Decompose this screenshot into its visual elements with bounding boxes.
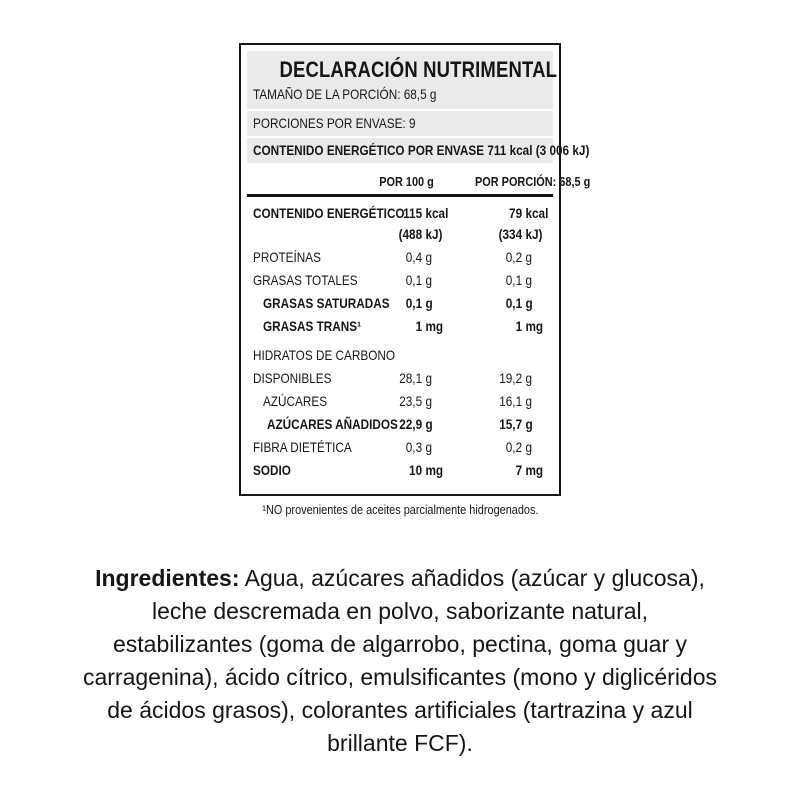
ingredients-line: brillante FCF). bbox=[327, 730, 473, 756]
nutrient-value: 0,1 g bbox=[505, 295, 533, 311]
value-per-portion bbox=[453, 460, 553, 481]
trans-fat-footnote: ¹NO provenientes de aceites parcialmente hidrogenados. bbox=[261, 502, 539, 517]
nutrient-value: 79 kcal bbox=[509, 205, 549, 221]
nutrient-value: 7 mg bbox=[515, 462, 544, 478]
nutrition-title-text: DECLARACIÓN NUTRIMENTAL bbox=[279, 57, 558, 82]
nutrient-value: 0,1 g bbox=[505, 272, 533, 288]
nutrient-value: 0,2 g bbox=[505, 439, 533, 455]
value-per-portion bbox=[453, 391, 553, 412]
value-per-portion bbox=[453, 368, 553, 389]
nutrient-value: 0,4 g bbox=[405, 249, 433, 265]
nutrient-value: 1 mg bbox=[515, 318, 544, 334]
nutrient-value: 0,1 g bbox=[405, 272, 433, 288]
value-per-portion bbox=[453, 247, 553, 268]
column-headers bbox=[247, 174, 591, 190]
ingredients-line: estabilizantes (goma de algarrobo, pectina, goma guar y bbox=[112, 631, 688, 657]
serving-size-row: TAMAÑO DE LA PORCIÓN: 68,5 g bbox=[253, 86, 437, 102]
value-per-100g bbox=[361, 270, 453, 291]
nutrient-value: 115 kcal bbox=[403, 205, 449, 221]
nutrient-row bbox=[247, 436, 553, 459]
nutrient-label: AZÚCARES AÑADIDOS bbox=[267, 416, 398, 432]
nutrient-value: 0,3 g bbox=[405, 439, 433, 455]
nutrient-row bbox=[247, 202, 553, 246]
nutrient-value: 0,1 g bbox=[405, 295, 433, 311]
value-per-portion bbox=[453, 414, 553, 435]
nutrient-value: 16,1 g bbox=[499, 393, 533, 409]
nutrient-value: 19,2 g bbox=[499, 370, 533, 386]
nutrient-label: GRASAS TRANS¹ bbox=[263, 318, 362, 334]
value-per-100g bbox=[361, 391, 453, 412]
value-per-100g bbox=[361, 247, 453, 268]
nutrient-value: 15,7 g bbox=[499, 416, 533, 432]
nutrition-title bbox=[253, 57, 558, 82]
label-header-band bbox=[247, 51, 558, 109]
nutrition-table-body bbox=[247, 202, 553, 482]
value-per-portion bbox=[453, 203, 553, 245]
nutrient-label: GRASAS SATURADAS bbox=[263, 295, 390, 311]
value-per-100g bbox=[361, 460, 453, 481]
nutrient-value: 1 mg bbox=[415, 318, 444, 334]
nutrient-row bbox=[247, 292, 553, 315]
value-per-100g bbox=[361, 437, 453, 458]
thick-divider bbox=[247, 194, 553, 197]
nutrient-row bbox=[247, 269, 553, 292]
nutrient-row bbox=[247, 367, 553, 390]
nutrient-value: 10 mg bbox=[409, 462, 444, 478]
nutrient-label: AZÚCARES bbox=[263, 393, 328, 409]
column-header-per-100g: POR 100 g bbox=[379, 174, 435, 189]
nutrient-label: DISPONIBLES bbox=[253, 370, 332, 386]
nutrient-row bbox=[247, 459, 553, 482]
value-per-100g bbox=[361, 316, 453, 337]
nutrient-label: SODIO bbox=[253, 462, 291, 478]
value-per-portion bbox=[453, 437, 553, 458]
nutrient-row bbox=[247, 344, 553, 367]
nutrient-value: (334 kJ) bbox=[498, 226, 543, 242]
nutrient-value: 28,1 g bbox=[399, 370, 433, 386]
nutrient-label: HIDRATOS DE CARBONO bbox=[253, 347, 396, 363]
energy-per-container-row: CONTENIDO ENERGÉTICO POR ENVASE 711 kcal (3 006 kJ) bbox=[247, 138, 553, 163]
value-per-portion bbox=[453, 270, 553, 291]
value-per-100g bbox=[361, 368, 453, 389]
ingredients-label: Ingredientes: bbox=[95, 565, 240, 591]
nutrient-label: CONTENIDO ENERGÉTICO bbox=[253, 205, 405, 221]
nutrient-value: (488 kJ) bbox=[398, 226, 443, 242]
nutrient-row bbox=[247, 390, 553, 413]
value-per-portion bbox=[453, 316, 553, 337]
ingredients-line: Ingredientes: Agua, azúcares añadidos (azúcar y glucosa), bbox=[95, 565, 705, 591]
nutrient-row bbox=[247, 246, 553, 269]
ingredients-line: carragenina), ácido cítrico, emulsificantes (mono y diglicéridos bbox=[82, 664, 718, 690]
nutrient-row bbox=[247, 315, 553, 338]
value-per-portion bbox=[453, 293, 553, 314]
column-header-per-portion: POR PORCIÓN: 68,5 g bbox=[474, 174, 591, 189]
nutrient-label: FIBRA DIETÉTICA bbox=[253, 439, 352, 455]
ingredients-paragraph bbox=[0, 562, 800, 760]
ingredients-line: leche descremada en polvo, saborizante natural, bbox=[151, 598, 649, 624]
ingredients-line: de ácidos grasos), colorantes artificiales (tartrazina y azul bbox=[107, 697, 693, 723]
nutrient-value: 0,2 g bbox=[505, 249, 533, 265]
servings-per-container-row: PORCIONES POR ENVASE: 9 bbox=[247, 111, 553, 136]
nutrient-value: 22,9 g bbox=[399, 416, 433, 432]
nutrition-label-box bbox=[239, 43, 591, 496]
nutrient-label: PROTEÍNAS bbox=[253, 249, 321, 265]
nutrient-row bbox=[247, 413, 553, 436]
nutrient-label: GRASAS TOTALES bbox=[253, 272, 358, 288]
nutrient-value: 23,5 g bbox=[399, 393, 433, 409]
